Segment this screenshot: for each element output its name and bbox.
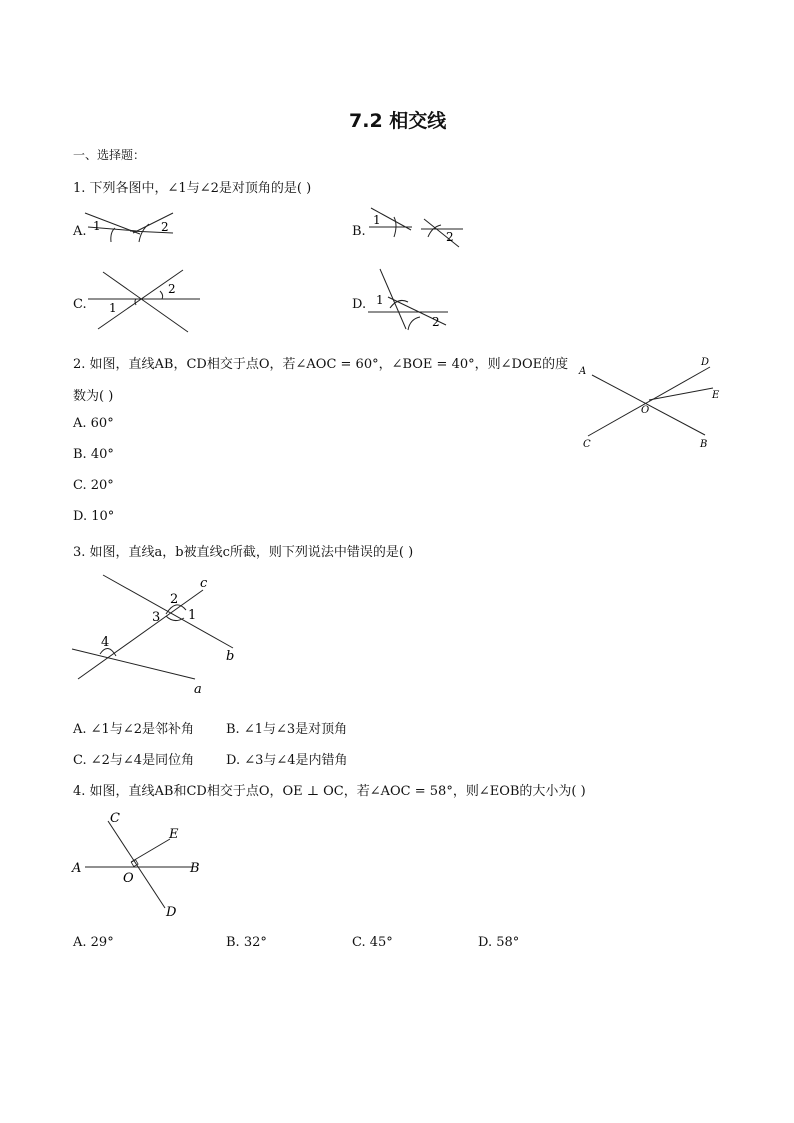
q4-stem: 4. 如图，直线AB和CD相交于点O，OE ⊥ OC，若∠AOC = 58°，则∠EOB的大小为( ) [73, 784, 586, 799]
q4-option-a[interactable]: A. 29° [73, 935, 114, 950]
q1-option-a-label[interactable]: A. [73, 224, 87, 239]
q3-option-a[interactable]: A. ∠1与∠2是邻补角 [73, 722, 194, 737]
q3-label-1: 1 [188, 608, 197, 623]
section-heading: 一、选择题： [73, 148, 146, 162]
q3-label-c: c [200, 576, 208, 591]
q2-option-c[interactable]: C. 20° [73, 478, 114, 493]
q1d-label-1: 1 [376, 293, 384, 307]
q4-label-o: O [123, 871, 134, 886]
q1-figure-b [366, 205, 466, 250]
q3-label-3: 3 [152, 610, 161, 625]
q2-stem-line2: 数为( ) [73, 389, 114, 404]
q2-stem-line1: 2. 如图，直线AB，CD相交于点O，若∠AOC = 60°，∠BOE = 40°，则∠DOE的度 [73, 357, 569, 372]
q4-label-b: B [190, 861, 200, 876]
q1-figure-d [368, 267, 453, 337]
q4-label-c: C [110, 811, 120, 826]
q4-figure [70, 808, 210, 923]
q2-option-d[interactable]: D. 10° [73, 509, 115, 524]
q3-label-a: a [194, 682, 202, 697]
q3-label-b: b [226, 649, 235, 664]
q3-option-b[interactable]: B. ∠1与∠3是对顶角 [226, 722, 348, 737]
q2-label-d: D [701, 357, 710, 368]
q1-figure-c [88, 267, 203, 337]
q3-stem: 3. 如图，直线a，b被直线c所截，则下列说法中错误的是( ) [73, 545, 414, 560]
q4-option-d[interactable]: D. 58° [478, 935, 520, 950]
q3-option-c[interactable]: C. ∠2与∠4是同位角 [73, 753, 195, 768]
q2-option-b[interactable]: B. 40° [73, 447, 114, 462]
q1c-label-2: 2 [168, 282, 176, 296]
q2-label-b: B [700, 439, 708, 450]
q3-label-2: 2 [170, 592, 179, 607]
q2-label-a: A [579, 366, 587, 377]
q2-option-a[interactable]: A. 60° [73, 416, 114, 431]
q4-label-e: E [169, 827, 179, 842]
q2-label-o: O [641, 405, 650, 416]
q3-label-4: 4 [101, 635, 110, 650]
q1-option-c-label[interactable]: C. [73, 297, 87, 312]
q3-figure [70, 572, 235, 697]
q4-label-d: D [166, 905, 177, 920]
q1-figure-a [85, 210, 180, 245]
q2-figure [575, 350, 725, 450]
q2-label-c: C [583, 439, 591, 450]
q1-stem: 1. 下列各图中，∠1与∠2是对顶角的是( ) [73, 181, 312, 196]
q1b-label-2: 2 [446, 230, 454, 244]
q2-label-e: E [712, 390, 720, 401]
page-title: 7.2 相交线 [349, 110, 447, 132]
q4-option-b[interactable]: B. 32° [226, 935, 267, 950]
q1d-label-2: 2 [432, 315, 440, 329]
q1-option-d-label[interactable]: D. [352, 297, 367, 312]
q1b-label-1: 1 [373, 213, 381, 227]
q1-option-b-label[interactable]: B. [352, 224, 366, 239]
q1a-label-1: 1 [93, 219, 101, 233]
q1c-label-1: 1 [109, 301, 117, 315]
q4-label-a: A [72, 861, 82, 876]
q3-option-d[interactable]: D. ∠3与∠4是内错角 [226, 753, 348, 768]
q4-option-c[interactable]: C. 45° [352, 935, 393, 950]
q1a-label-2: 2 [161, 220, 169, 234]
